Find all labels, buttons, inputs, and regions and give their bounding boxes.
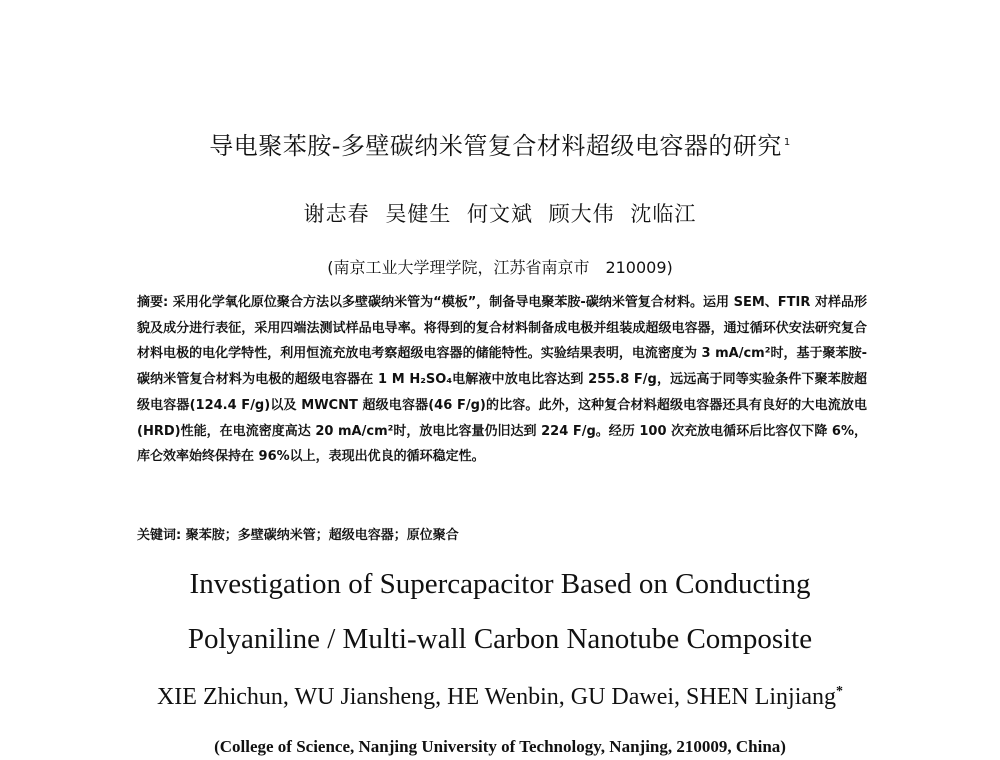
english-authors (0, 684, 1000, 711)
chinese-abstract (137, 290, 867, 470)
keywords-text: 聚苯胺；多壁碳纳米管；超级电容器；原位聚合 (185, 528, 459, 543)
english-affiliation: (College of Science, Nanjing University of Technology, Nanjing, 210009, China) (214, 737, 786, 756)
chinese-affiliation: (南京工业大学理学院，江苏省南京市 210009) (327, 258, 673, 277)
corresponding-author-mark: * (836, 684, 844, 699)
english-title-line1: Investigation of Supercapacitor Based on Conducting (189, 568, 811, 600)
abstract-text: 采用化学氧化原位聚合方法以多壁碳纳米管为“模板”，制备导电聚苯胺-碳纳米管复合材料。运用 SEM、FTIR 对样品形貌及成分进行表征，采用四端法测试样品电导率。将得到的复合材料制备成电极并组装成超级电容器，通过循环伏安法研究复合材料电极的电化学特性，利用恒流充放电考察超级电容器的储能特性。实验结果表明，电流密度为 3 mA/cm²时，基于聚苯胺-碳纳米管复合材料为电极的超级电容器在 1 M H₂SO₄电解液中放电比容达到 255.8 F/g，远远高于同等实验条件下聚苯胺超级电容器(124.4 F/g)以及 MWCNT 超级电容器(46 F/g)的比容。此外，这种复合材料超级电容器还具有良好的大电流放电(HRD)性能，在电流密度高达 20 mA/cm²时，放电比容量仍旧达到 224 F/g。经历 100 次充放电循环后比容仅下降 6%，库仑效率始终保持在 96%以上，表现出优良的循环稳定性。 (137, 295, 867, 465)
english-title-line2: Polyaniline / Multi-wall Carbon Nanotube Composite (187, 623, 813, 655)
title-footnote-mark: 1 (783, 137, 791, 148)
chinese-title (0, 126, 1000, 161)
chinese-authors: 谢志春 吴健生 何文斌 顾大伟 沈临江 (303, 202, 697, 226)
abstract-label: 摘要: (137, 295, 169, 310)
english-authors-text: XIE Zhichun, WU Jiansheng, HE Wenbin, GU Dawei, SHEN Linjiang (156, 684, 837, 710)
keywords-label: 关键词: (137, 528, 182, 543)
chinese-keywords (137, 524, 867, 543)
chinese-title-text: 导电聚苯胺-多壁碳纳米管复合材料超级电容器的研究 (209, 132, 782, 160)
